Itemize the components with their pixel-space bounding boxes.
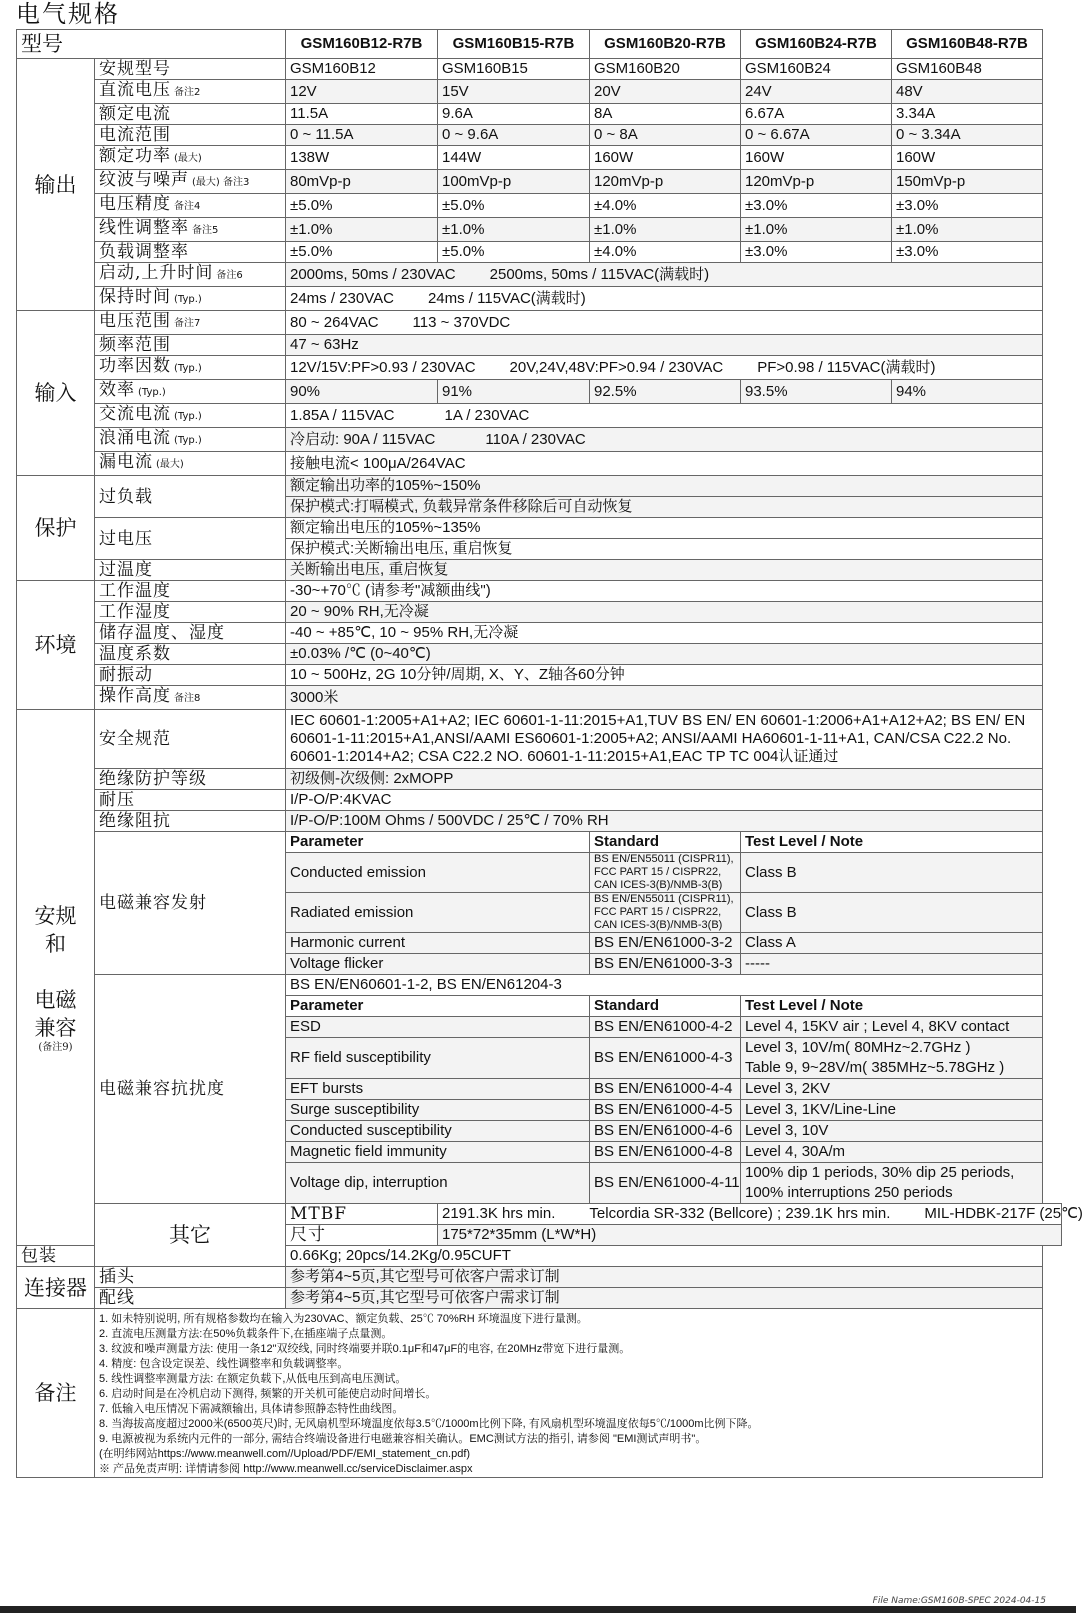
note-line: 7. 低输入电压情况下需减额输出, 具体请参照静态特性曲线图。 [99, 1403, 404, 1415]
model-name: GSM160B20-R7B [590, 30, 741, 59]
spec-value: 47 ~ 63Hz [286, 335, 1043, 356]
emission-level: Class B [741, 893, 1043, 933]
immunity-standard: BS EN/EN61000-4-4 [590, 1079, 741, 1100]
spec-value: 0 ~ 9.6A [438, 125, 590, 146]
spec-row-temp-coefficient [17, 644, 1062, 665]
spec-value: ±3.0% [892, 242, 1043, 263]
spec-label: 电磁兼容发射 [95, 832, 286, 975]
spec-label: 安规型号 [95, 59, 286, 80]
immunity-level: 100% dip 1 periods, 30% dip 25 periods, 100% interruptions 250 periods [741, 1163, 1043, 1204]
spec-value: 20 ~ 90% RH,无冷凝 [286, 602, 1043, 623]
emission-standard: BS EN/EN61000-3-2 [590, 933, 741, 954]
category-protection: 保护 [17, 476, 95, 581]
emission-parameter: Conducted emission [286, 853, 590, 893]
immunity-parameter: ESD [286, 1017, 590, 1038]
spec-row-setup-rise [17, 263, 1062, 287]
spec-row-overload [17, 476, 1062, 497]
immunity-parameter: Magnetic field immunity [286, 1142, 590, 1163]
notes-row [17, 1309, 1062, 1478]
category-notes: 备注 [17, 1309, 95, 1478]
emission-level: Class B [741, 853, 1043, 893]
spec-row-ripple [17, 170, 1062, 194]
spec-label: 工作湿度 [95, 602, 286, 623]
spec-value: 0 ~ 8A [590, 125, 741, 146]
spec-value: 3.34A [892, 104, 1043, 125]
note-line: 2. 直流电压测量方法:在50%负载条件下,在插座端子点量测。 [99, 1328, 393, 1340]
table-header: Standard [590, 832, 741, 853]
spec-value: 初级侧-次级侧: 2xMOPP [286, 769, 1043, 790]
spec-value: ±5.0% [438, 194, 590, 218]
immunity-standard: BS EN/EN61000-4-5 [590, 1100, 741, 1121]
spec-label: 尺寸 [286, 1225, 438, 1246]
spec-label: 插头 [95, 1267, 286, 1288]
immunity-level: Level 4, 15KV air ; Level 4, 8KV contact [741, 1017, 1043, 1038]
note-line: 9. 电源被视为系统内元件的一部分, 需结合终端设备进行电磁兼容相关确认。EMC测试方法的指引, 请参阅 "EMI测试声明书"。 [99, 1433, 707, 1445]
spec-value: ±5.0% [438, 242, 590, 263]
immunity-level: Level 4, 30A/m [741, 1142, 1043, 1163]
spec-value: 10 ~ 500Hz, 2G 10分钟/周期, X、Y、Z轴各60分钟 [286, 665, 1043, 686]
immunity-standard: BS EN/EN61000-4-2 [590, 1017, 741, 1038]
immunity-standards: BS EN/EN60601-1-2, BS EN/EN61204-3 [286, 975, 1043, 996]
spec-row-mtbf [17, 1204, 1062, 1225]
spec-value: 80 ~ 264VAC 113 ~ 370VDC [286, 311, 1043, 335]
spec-row-dc-voltage [17, 80, 1062, 104]
spec-label: 过温度 [95, 560, 286, 581]
emission-level: Class A [741, 933, 1043, 954]
immunity-standard: BS EN/EN61000-4-8 [590, 1142, 741, 1163]
spec-value: ±1.0% [286, 218, 438, 242]
spec-value: 120mVp-p [590, 170, 741, 194]
spec-value: 冷启动: 90A / 115VAC 110A / 230VAC [286, 428, 1043, 452]
spec-row-inrush [17, 428, 1062, 452]
spec-value: 90% [286, 380, 438, 404]
spec-value: 160W [892, 146, 1043, 170]
spec-label: 过电压 [95, 518, 286, 560]
emission-parameter: Harmonic current [286, 933, 590, 954]
spec-value: 150mVp-p [892, 170, 1043, 194]
spec-value: 11.5A [286, 104, 438, 125]
spec-label: 保持时间 (Typ.) [95, 287, 286, 311]
spec-value: 92.5% [590, 380, 741, 404]
immunity-level: Level 3, 10V [741, 1121, 1043, 1142]
spec-row-altitude [17, 686, 1062, 710]
spec-value: ±5.0% [286, 242, 438, 263]
spec-row-ac-current [17, 404, 1062, 428]
table-header: Parameter [286, 832, 590, 853]
spec-value: 91% [438, 380, 590, 404]
spec-value: ±1.0% [438, 218, 590, 242]
spec-label: 电压精度 备注4 [95, 194, 286, 218]
spec-label: 配线 [95, 1288, 286, 1309]
spec-row-safety-standards [17, 710, 1062, 769]
spec-value: ±3.0% [741, 194, 892, 218]
spec-value: 额定输出电压的105%~135% [286, 518, 1043, 539]
spec-row-frequency [17, 335, 1062, 356]
immunity-level: Level 3, 10V/m( 80MHz~2.7GHz ) Table 9, 9~28V/m( 385MHz~5.78GHz ) [741, 1038, 1043, 1079]
emission-parameter: Radiated emission [286, 893, 590, 933]
spec-label: 负载调整率 [95, 242, 286, 263]
spec-value: 6.67A [741, 104, 892, 125]
spec-label: 耐压 [95, 790, 286, 811]
spec-row-rated-power [17, 146, 1062, 170]
emission-header-row [17, 832, 1062, 853]
spec-value: -40 ~ +85℃, 10 ~ 95% RH,无冷凝 [286, 623, 1043, 644]
spec-value: 保护模式:打嗝模式, 负载异常条件移除后可自动恢复 [286, 497, 1043, 518]
spec-label: 效率 (Typ.) [95, 380, 286, 404]
spec-label: 浪涌电流 (Typ.) [95, 428, 286, 452]
spec-value: I/P-O/P:100M Ohms / 500VDC / 25℃ / 70% RH [286, 811, 1043, 832]
spec-value: 160W [590, 146, 741, 170]
spec-value: 2191.3K hrs min. Telcordia SR-332 (Bellcore) ; 239.1K hrs min. MIL-HDBK-217F (25℃) [438, 1204, 1062, 1225]
spec-value: 15V [438, 80, 590, 104]
spec-value: GSM160B12 [286, 59, 438, 80]
spec-row-overvoltage [17, 518, 1062, 539]
spec-row-vibration [17, 665, 1062, 686]
spec-value: 48V [892, 80, 1043, 104]
model-name: GSM160B24-R7B [741, 30, 892, 59]
spec-row-isolation-resistance [17, 811, 1062, 832]
spec-value: 12V/15V:PF>0.93 / 230VAC 20V,24V,48V:PF>0.94 / 230VAC PF>0.98 / 115VAC(满载时) [286, 356, 1043, 380]
spec-label: 额定电流 [95, 104, 286, 125]
immunity-standard: BS EN/EN61000-4-11 [590, 1163, 741, 1204]
spec-value: GSM160B48 [892, 59, 1043, 80]
category-connector: 连接器 [17, 1267, 95, 1309]
spec-value: ±5.0% [286, 194, 438, 218]
spec-value: -30~+70℃ (请参考"减额曲线") [286, 581, 1043, 602]
emission-level: ----- [741, 954, 1043, 975]
spec-value: 160W [741, 146, 892, 170]
spec-label: 纹波与噪声 (最大) 备注3 [95, 170, 286, 194]
spec-value: ±3.0% [892, 194, 1043, 218]
spec-value: ±1.0% [590, 218, 741, 242]
spec-label: 漏电流 (最大) [95, 452, 286, 476]
spec-value: 24ms / 230VAC 24ms / 115VAC(满载时) [286, 287, 1043, 311]
note-line: 5. 线性调整率测量方法: 在额定负载下,从低电压到高电压测试。 [99, 1373, 407, 1385]
emission-parameter: Voltage flicker [286, 954, 590, 975]
note-line: 4. 精度: 包含设定误差、线性调整率和负载调整率。 [99, 1358, 349, 1370]
spec-row-overtemp [17, 560, 1062, 581]
spec-label: 直流电压 备注2 [95, 80, 286, 104]
spec-value: 120mVp-p [741, 170, 892, 194]
spec-value: 8A [590, 104, 741, 125]
immunity-standard: BS EN/EN61000-4-3 [590, 1038, 741, 1079]
spec-label: 电流范围 [95, 125, 286, 146]
spec-label: 工作温度 [95, 581, 286, 602]
spec-value: 94% [892, 380, 1043, 404]
spec-row-isolation-class [17, 769, 1062, 790]
notes-body [95, 1309, 1043, 1478]
immunity-parameter: Voltage dip, interruption [286, 1163, 590, 1204]
spec-value: 参考第4~5页,其它型号可依客户需求订制 [286, 1267, 1043, 1288]
immunity-level: Level 3, 2KV [741, 1079, 1043, 1100]
spec-value: 20V [590, 80, 741, 104]
spec-value: ±4.0% [590, 242, 741, 263]
spec-label: 耐振动 [95, 665, 286, 686]
spec-value: 1.85A / 115VAC 1A / 230VAC [286, 404, 1043, 428]
spec-row-working-temp [17, 581, 1062, 602]
spec-value: 0.66Kg; 20pcs/14.2Kg/0.95CUFT [286, 1246, 1043, 1267]
immunity-parameter: Surge susceptibility [286, 1100, 590, 1121]
model-header-row [17, 30, 1062, 59]
spec-row-working-humidity [17, 602, 1062, 623]
spec-row-storage [17, 623, 1062, 644]
spec-label: 绝缘阻抗 [95, 811, 286, 832]
spec-row-hold-up [17, 287, 1062, 311]
document-title: 电气规格 [16, 0, 120, 28]
spec-value: ±3.0% [741, 242, 892, 263]
immunity-parameter: RF field susceptibility [286, 1038, 590, 1079]
model-name: GSM160B12-R7B [286, 30, 438, 59]
category-input: 输入 [17, 311, 95, 476]
spec-label: 电磁兼容抗扰度 [95, 975, 286, 1204]
spec-value: GSM160B20 [590, 59, 741, 80]
immunity-parameter: Conducted susceptibility [286, 1121, 590, 1142]
spec-value: 100mVp-p [438, 170, 590, 194]
spec-value: GSM160B24 [741, 59, 892, 80]
footer-bar [0, 1606, 1076, 1613]
table-header: Test Level / Note [741, 996, 1043, 1017]
spec-row-power-factor [17, 356, 1062, 380]
spec-label: 频率范围 [95, 335, 286, 356]
spec-value: 0 ~ 3.34A [892, 125, 1043, 146]
note-line: (在明纬网站https://www.meanwell.com//Upload/PDF/EMI_statement_cn.pdf) [99, 1448, 471, 1460]
spec-value: 保护模式:关断输出电压, 重启恢复 [286, 539, 1043, 560]
spec-label: 安全规范 [95, 710, 286, 769]
immunity-level: Level 3, 1KV/Line-Line [741, 1100, 1043, 1121]
spec-value: ±1.0% [741, 218, 892, 242]
emission-standard: BS EN/EN61000-3-3 [590, 954, 741, 975]
spec-value: 0 ~ 11.5A [286, 125, 438, 146]
spec-value: 144W [438, 146, 590, 170]
table-header: Test Level / Note [741, 832, 1043, 853]
spec-value: 3000米 [286, 686, 1043, 710]
spec-value: ±4.0% [590, 194, 741, 218]
model-label: 型号 [17, 30, 286, 59]
spec-value: 0 ~ 6.67A [741, 125, 892, 146]
spec-value: 80mVp-p [286, 170, 438, 194]
immunity-standard: BS EN/EN61000-4-6 [590, 1121, 741, 1142]
spec-label: 交流电流 (Typ.) [95, 404, 286, 428]
spec-value: I/P-O/P:4KVAC [286, 790, 1043, 811]
note-line: 1. 如未特别说明, 所有规格参数均在输入为230VAC、额定负载、25℃ 70%RH 环境温度下进行量测。 [99, 1313, 588, 1325]
spec-label: 温度系数 [95, 644, 286, 665]
spec-row-plug [17, 1267, 1062, 1288]
emission-standard: BS EN/EN55011 (CISPR11), FCC PART 15 / CISPR22, CAN ICES-3(B)/NMB-3(B) [590, 853, 741, 893]
model-name: GSM160B48-R7B [892, 30, 1043, 59]
category-others: 其它 [95, 1204, 286, 1267]
spec-label: 电压范围 备注7 [95, 311, 286, 335]
spec-value: 12V [286, 80, 438, 104]
category-output: 输出 [17, 59, 95, 311]
category-environment: 环境 [17, 581, 95, 710]
note-line: 3. 纹波和噪声测量方法: 使用一条12"双绞线, 同时终端要并联0.1μF和47μF的电容, 在20MHz带宽下进行量测。 [99, 1343, 631, 1355]
spec-label: 绝缘防护等级 [95, 769, 286, 790]
spec-row-line-regulation [17, 218, 1062, 242]
spec-value: 175*72*35mm (L*W*H) [438, 1225, 1062, 1246]
spec-label: MTBF [286, 1204, 438, 1225]
spec-value: 9.6A [438, 104, 590, 125]
category-safety-emc: 安规 和 电磁 兼容 (备注9) [17, 710, 95, 1246]
note-line: 6. 启动时间是在冷机启动下测得, 频繁的开关机可能使启动时间增长。 [99, 1388, 437, 1400]
spec-row-wiring [17, 1288, 1062, 1309]
spec-label: 储存温度、湿度 [95, 623, 286, 644]
spec-row-rated-current [17, 104, 1062, 125]
spec-row-current-range [17, 125, 1062, 146]
spec-value: GSM160B15 [438, 59, 590, 80]
spec-value: IEC 60601-1:2005+A1+A2; IEC 60601-1-11:2015+A1,TUV BS EN/ EN 60601-1:2006+A1+A12+A2; BS EN/ EN 60601-1-11:2015+A1,ANSI/AAMI ES60601-1:2005+A2; ANSI/AAMI HA60601-1-11+A1, CAN/CSA C22.2 No. 60601-1:2014+A2; CSA C22.2 NO. 60601-1-11:2015+A1,EAC TP TC 004认证通过 [286, 710, 1043, 769]
spec-label: 包装 [17, 1246, 95, 1267]
emission-standard: BS EN/EN55011 (CISPR11), FCC PART 15 / CISPR22, CAN ICES-3(B)/NMB-3(B) [590, 893, 741, 933]
immunity-standards-row [17, 975, 1062, 996]
spec-row-input-voltage [17, 311, 1062, 335]
spec-value: 关断输出电压, 重启恢复 [286, 560, 1043, 581]
model-name: GSM160B15-R7B [438, 30, 590, 59]
table-header: Standard [590, 996, 741, 1017]
spec-row-efficiency [17, 380, 1062, 404]
spec-value: 93.5% [741, 380, 892, 404]
spec-value: 接触电流< 100μA/264VAC [286, 452, 1043, 476]
spec-value: ±1.0% [892, 218, 1043, 242]
spec-label: 线性调整率 备注5 [95, 218, 286, 242]
spec-table [16, 29, 1083, 1478]
immunity-parameter: EFT bursts [286, 1079, 590, 1100]
note-line: 8. 当海拔高度超过2000米(6500英尺)时, 无风扇机型环境温度依每3.5℃/1000m比例下降, 有风扇机型环境温度依每5℃/1000m比例下降。 [99, 1418, 759, 1430]
spec-value: 参考第4~5页,其它型号可依客户需求订制 [286, 1288, 1043, 1309]
spec-row-load-regulation [17, 242, 1062, 263]
spec-value: 额定输出功率的105%~150% [286, 476, 1043, 497]
spec-row-withstand [17, 790, 1062, 811]
spec-value: 24V [741, 80, 892, 104]
spec-row-safety-model [17, 59, 1062, 80]
spec-row-leakage [17, 452, 1062, 476]
spec-label: 过负载 [95, 476, 286, 518]
spec-row-voltage-accuracy [17, 194, 1062, 218]
table-header: Parameter [286, 996, 590, 1017]
spec-value: 138W [286, 146, 438, 170]
spec-label: 启动,上升时间 备注6 [95, 263, 286, 287]
spec-label: 额定功率 (最大) [95, 146, 286, 170]
note-line: ※ 产品免责声明: 详情请参阅 http://www.meanwell.cc/serviceDisclaimer.aspx [99, 1463, 473, 1475]
spec-value: 2000ms, 50ms / 230VAC 2500ms, 50ms / 115VAC(满载时) [286, 263, 1043, 287]
spec-value: ±0.03% /℃ (0~40℃) [286, 644, 1043, 665]
file-name-footer: File Name:GSM160B-SPEC 2024-04-15 [872, 1596, 1046, 1606]
spec-label: 操作高度 备注8 [95, 686, 286, 710]
spec-label: 功率因数 (Typ.) [95, 356, 286, 380]
